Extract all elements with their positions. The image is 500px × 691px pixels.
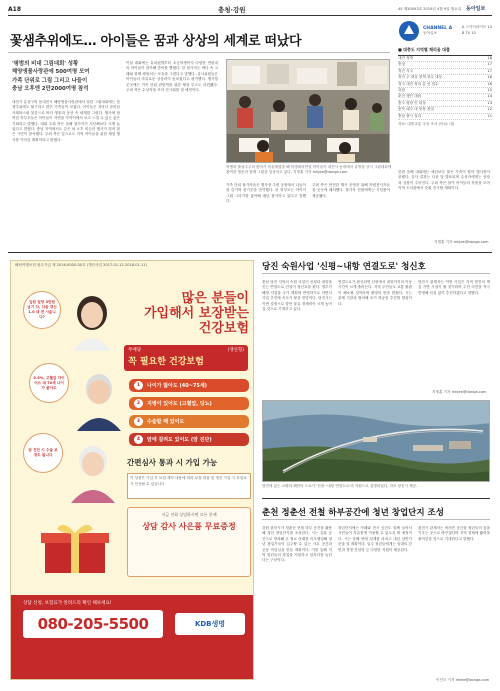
sidebar-row: 강원 15	[398, 88, 492, 94]
ad-phone-number: 080-205-5500	[23, 610, 163, 638]
sidebar-panel	[398, 20, 492, 166]
ad-feature-3: 3 수술할 때 있어도	[129, 415, 249, 428]
subhead-line: 가족 단위로 그림 그리고 나들이	[12, 77, 88, 84]
ad-headline-line: 많은 분들이	[181, 291, 249, 306]
insurance-advertisement	[10, 260, 254, 680]
ad-phone-band	[11, 595, 254, 680]
ad-feature-1: 1 나이가 많아도 (40~75세)	[129, 379, 249, 392]
ad-bar-label: 무배당	[128, 348, 142, 353]
story-three-byline: 이인모 기자 imlee@donga.com	[436, 678, 490, 682]
ad-feature-2: 2 지병이 있어도 (고혈압, 당뇨)	[129, 397, 249, 410]
ad-person-grandma-icon	[67, 441, 119, 503]
main-photo	[226, 59, 390, 163]
channel-item: B TV 10	[461, 31, 476, 35]
section-label: 충청·강원	[218, 6, 246, 14]
issue-date: 45 제30093호 2016년 4월 9일 월요일	[398, 7, 462, 11]
main-photo-caption: 학생과 출날주주러 찾아가 미술체험을 해 학생대처반설 아이들이 대전시 동대에서 유명을 상시 그림대화에 참여한 생운과 함께 그림을 앙상하고 있다. 지명훈 기자 mhjee@donga.com	[226, 165, 392, 174]
sidebar-row: 대전 정계 18	[398, 56, 492, 62]
story-three-col-1: 강원 춘천시가 경춘선 전철 하부 공간을 활용해 청년 창업단지를 조성한다. 시는 유휴 공간으로 방치돼 온 철로 아래를 리모델링해 청년 창업가들이 입주할 수 있는 사무 공간과 공동 작업실을 만들 계획이다. 이를 통해 지역 청년들의 창업을 지원하고 일자리를 늘린다는 구상이다.	[262, 526, 332, 563]
sidebar-row: 충북 매주 대 당장 정밀 12	[398, 107, 492, 113]
main-body-col-2: 이날 대회에는 유치원생부터 초등학생까지 다양한 연령대의 아이들이 참가해 솜씨를 뽐냈다. 한 참가자는 바다 속 고래와 함께 헤엄치는 모습을 그렸다고 말했다. 심사위원들은 아이들의 자유로운 상상력이 돋보였다고 평가했다. 행사장 곳곳에는 가족 단위 관람객을 위한 체험 부스도 마련됐다. 주최 측은 수상작을 모아 전시회를 열 예정이다.	[126, 61, 218, 93]
story-two-rule	[262, 273, 490, 274]
story-two-col-2: 연결도로가 완공되면 신평에서 내항까지의 이동 시간이 크게 줄어든다. 지역 주민들도 교통 불편이 해소될 것이라며 환영의 뜻을 밝혔다. 시는 관계 기관과 협의해 조기 착공을 추진할 방침이다.	[338, 280, 412, 306]
header-rule	[8, 15, 492, 16]
newspaper-name: 동아일보	[466, 6, 486, 12]
story-two-photo	[262, 400, 490, 482]
main-body-col-3: 가족 단위 참가자들은 행사장 주변 공원에서 나들이를 즐기며 봄기운을 만끽했다. 한 학부모는 아이가 그림 그리기를 좋아해 매년 참가하고 있다고 말했다.	[226, 183, 306, 204]
ad-bar-title: 꼭 필요한 건강보험	[128, 357, 204, 367]
main-headline: 꽃샘추위에도… 아이들은 꿈과 상상의 세계로 떠났다	[10, 34, 302, 49]
ad-bubble-top: 입원 일당 3만원 남기 다, 다음 갱신 1.0 대 전 시술니다?	[23, 291, 61, 329]
ad-fine-print-box	[127, 473, 251, 499]
story-three-col-2: 창업단지에는 카페와 전시 공간도 함께 들어서 시민들이 자유롭게 이용할 수 있도록 할 예정이다. 시는 올해 안에 설계를 마치고 내년 상반기 문을 열 계획이다. 입주 청년들에게는 임대료 감면과 경영 컨설팅 등 다양한 지원이 제공된다.	[338, 526, 412, 552]
channel-logo-text: CHANNEL A	[423, 26, 453, 31]
ad-simple-line: 간편심사 통과 시 가입 가능	[127, 458, 218, 467]
story-two-headline: 당진 숙원사업 '신평~내항 연결도로' 청신호	[262, 262, 426, 272]
story-two-col-3: 당진시 관계자는 이번 사업은 지역 발전의 핵심 기반 시설이 될 것이라며 주민 의견을 적극 반영해 차질 없이 추진하겠다고 말했다.	[418, 280, 490, 295]
ad-person-man-icon	[73, 369, 125, 431]
sidebar-row: 청국 대전 정치 총 선 점수 16	[398, 82, 492, 88]
main-body-col-5: 한편 올해 대회에는 예년보다 많은 가족이 찾아 행사장이 붐볐다. 심사 결과는 다음 달 발표되며 수상자에게는 상장과 상품이 주어진다. 주최 측은 참가 아이들의 작품을 모아 지역 도서관에서 순회 전시할 계획이다.	[398, 170, 490, 191]
sidebar-row: 정진 지국 17	[398, 69, 492, 75]
subhead-line: '평범의 비대 그림대회' 성황	[12, 61, 79, 67]
sidebar-row: 충남 출시 설리 11	[398, 114, 492, 120]
section-divider	[8, 252, 492, 253]
ad-feature-4: 4 암에 걸려도 있어도 (암 진단)	[129, 433, 249, 446]
story-three-rule-top	[262, 498, 490, 499]
ad-headline-line: 가입해서 보장받는	[144, 306, 249, 321]
main-body-col-1: 대전시 유성구의 동대전시 해양생물사랑관에서 열린 그림대회에는 꽃샘추위에도 불구하고 많은 가족들이 모였다. 아이들은 저마다 준비한 크레파스와 물감으로 바다 생물과 상상 속 세계를 그렸다. 행사에 참여한 학부모들은 아이들이 자연을 가까이에서 보고 느낄 수 있는 좋은 기회라고 말했다. 대회 주최 측은 올해 참가자가 지난해보다 크게 늘었다고 밝혔다. 충남 지역에서도 같은 날 오후 비슷한 행사가 열려 많은 시민이 참석했다. 주최 측은 앞으로도 지역 아이들을 위한 체험 행사를 이어갈 계획이라고 밝혔다.	[12, 100, 120, 142]
page-number: A18	[8, 6, 21, 13]
sidebar-note: 자료: 대중교통 국장 조사 (단위: 대)	[398, 122, 455, 127]
channel-logo-sub: 동아일보	[423, 31, 437, 35]
ad-top-line: 해외여행보험 원수가입 제 2016-0000-00호 (개인사업 2017.01.12-2018.01.11)	[15, 263, 147, 267]
subhead-line: 해양생물사랑관에 500여명 모여	[12, 69, 90, 76]
channel-a-logo-icon	[398, 20, 420, 42]
subhead-line: 충남 오후엔 2만2000여명 참석	[12, 86, 89, 93]
ad-person-woman-icon	[63, 291, 121, 351]
story-three-col-3: 춘천시 관계자는 버려진 공간을 청년들의 꿈을 키우는 곳으로 바꾸겠다며 지역 경제에 활력을 불어넣을 것으로 기대한다고 말했다.	[418, 526, 490, 541]
story-two-photo-caption: 당진에 있는 교량과 해안의 도로가 '신평~내항 연결도로'의 지원으로 설명되었다. 자료 당진시 제공.	[262, 484, 418, 488]
ad-phone-label: 상담 신청, 보험료가 알려드리 확인 해보세요!	[23, 601, 112, 606]
ad-bubble-bottom: 암 진단 시 수술 보장도 됩니다	[23, 433, 63, 473]
ad-company-logo: KDB생명	[175, 613, 245, 635]
sidebar-row: 춘천 행인 대원 14	[398, 94, 492, 100]
sidebar-row: 정진 주 대상 정책 장수 대상 16	[398, 75, 492, 81]
main-subheads	[12, 60, 124, 94]
story-three-rule	[262, 519, 490, 520]
ad-headline-line: 건강보험	[198, 321, 249, 336]
ad-fine-print: 이 상품은 가입 후 보험 계약 내용에 따라 보장 내용 및 갱신 가입 시 보험료가 인상될 수 있습니다	[130, 476, 247, 486]
story-three-headline: 춘천 정춘선 전철 하부공간에 청년 창업단지 조성	[262, 508, 444, 518]
aerial-bridge-photo	[263, 401, 490, 482]
ad-promo-big: 상담 감사 사은품 무료증정	[142, 522, 236, 531]
channel-item: A 스카이라이프 13	[461, 25, 492, 30]
ad-bubble-mid: 5.5%, 고혈압 자이어스 대 70세 나이가 좋아도	[29, 363, 69, 403]
sidebar-title: ■ 대충도 지역별 채리움 대출	[398, 47, 450, 52]
sidebar-row: 충주 평장 인 대상 13	[398, 101, 492, 107]
ad-badge: (갱신형)	[227, 348, 244, 353]
ad-promo-small: 지금 전화 상담하시면 모든 분께	[161, 512, 217, 517]
story-two-col-1: 충남 당진 지역의 숙원 사업인 신평과 내항을 잇는 연결도로 건설이 청신호를 켰다. 정부가 해당 사업을 국가 계획에 반영하기로 하면서 사업 추진에 속도가 붙을 전망이다. 당진시는 이번 결정으로 항만 물류 경쟁력이 크게 높아질 것으로 기대하고 있다.	[262, 280, 332, 312]
main-body-col-4: 주최 측은 안전한 행사 운영을 위해 자원봉사자들을 곳곳에 배치했다. 참가자 전원에게는 기념품이 제공됐다.	[312, 183, 390, 198]
sidebar-row: 충청 17	[398, 62, 492, 68]
drawing-event-photo	[227, 60, 390, 163]
headline-rule	[8, 52, 390, 53]
gift-box-icon	[35, 519, 115, 575]
story-two-byline: 지명훈 기자 mhjee@donga.com	[432, 390, 487, 394]
ad-promo-box	[127, 507, 251, 577]
main-byline: 지명훈 기자 mhjee@donga.com	[434, 240, 489, 244]
